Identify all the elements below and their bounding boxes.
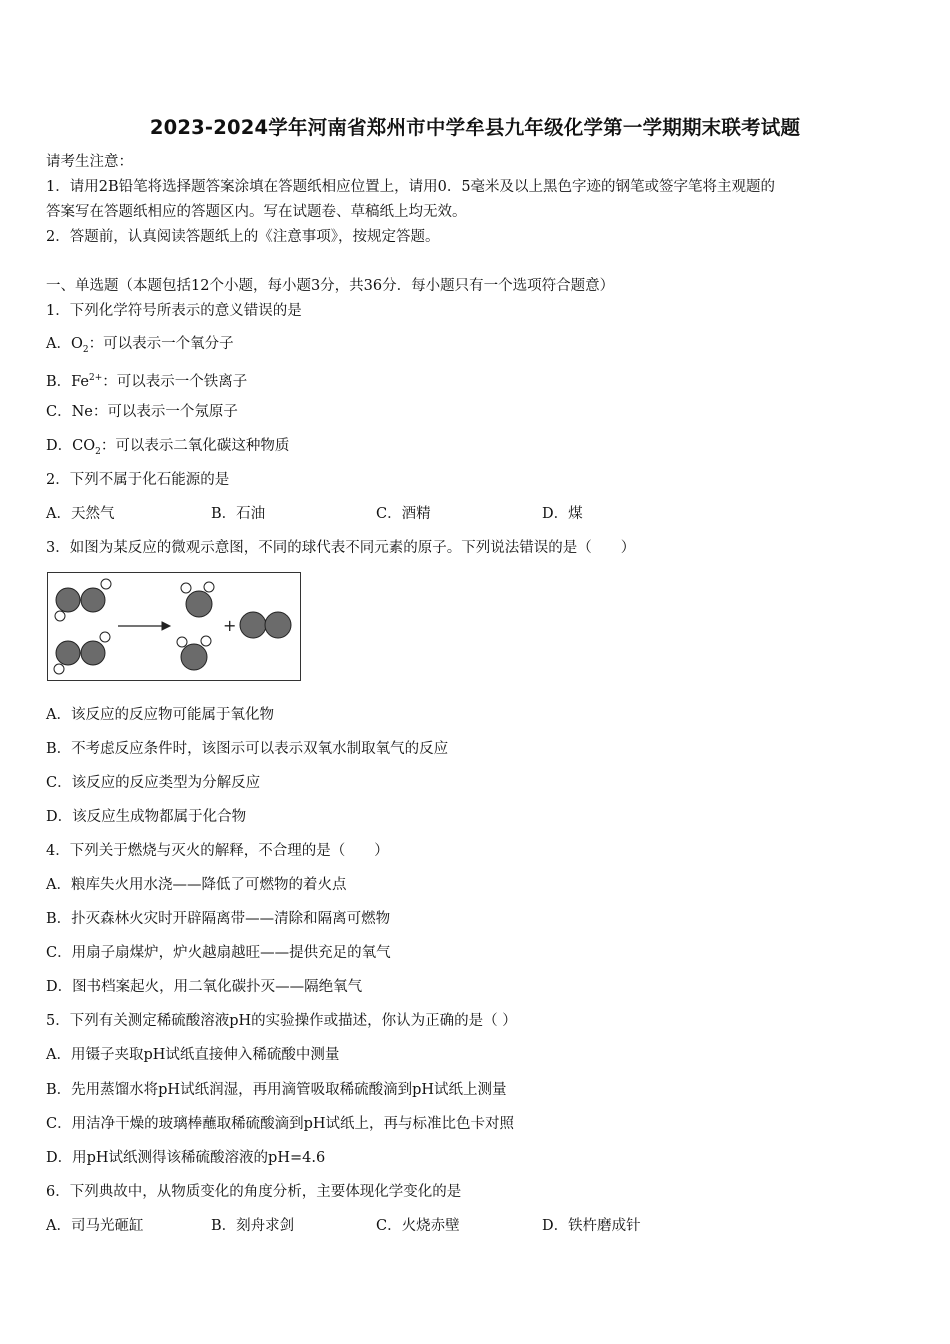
atom-small [101, 579, 111, 589]
question-4-stem: 4．下列关于燃烧与灭火的解释，不合理的是（ ） [46, 843, 389, 859]
reaction-diagram-svg [48, 573, 300, 680]
atom-small [55, 611, 65, 621]
question-3-option-b: B．不考虑反应条件时，该图示可以表示双氧水制取氧气的反应 [46, 741, 449, 757]
option-b-text: ：可以表示一个铁离子 [102, 373, 248, 390]
subscript: 2 [95, 446, 101, 457]
atom-large [56, 641, 80, 665]
atom-large [81, 588, 105, 612]
notice-item-1-line-1: 1．请用2B铅笔将选择题答案涂填在答题纸相应位置上，请用0．5毫米及以上黑色字迹的钢笔或签字笔将主观题的 [46, 179, 776, 195]
question-4-option-d: D．图书档案起火，用二氧化碳扑灭——隔绝氧气 [46, 979, 363, 995]
question-3-option-d: D．该反应生成物都属于化合物 [46, 809, 247, 825]
question-4-option-c: C．用扇子扇煤炉，炉火越扇越旺——提供充足的氧气 [46, 945, 391, 961]
question-6-option-c: C．火烧赤壁 [376, 1218, 460, 1234]
reaction-arrow-head [162, 622, 170, 630]
atom-small [100, 632, 110, 642]
question-5-stem: 5．下列有关测定稀硫酸溶液pH的实验操作或描述，你认为正确的是（ ） [46, 1013, 517, 1029]
atom-small [54, 664, 64, 674]
question-6-stem: 6．下列典故中，从物质变化的角度分析，主要体现化学变化的是 [46, 1184, 462, 1200]
question-1-option-c: C．Ne：可以表示一个氖原子 [46, 404, 238, 420]
question-3-option-c: C．该反应的反应类型为分解反应 [46, 775, 261, 791]
option-b-prefix: B．Fe [46, 373, 90, 390]
question-6-option-b: B．刻舟求剑 [211, 1218, 295, 1234]
question-2-stem: 2．下列不属于化石能源的是 [46, 472, 230, 488]
option-d-text: ：可以表示二氧化碳这种物质 [100, 438, 290, 454]
subscript: 2 [82, 344, 89, 355]
question-5-option-a: A．用镊子夹取pH试纸直接伸入稀硫酸中测量 [46, 1047, 340, 1063]
question-6-option-d: D．铁杵磨成针 [542, 1218, 641, 1234]
atom-large [240, 612, 266, 638]
atom-large [181, 644, 207, 670]
question-1-stem: 1．下列化学符号所表示的意义错误的是 [46, 303, 302, 319]
notice-item-2: 2．答题前，认真阅读答题纸上的《注意事项》，按规定答题。 [46, 229, 440, 245]
question-2-options [46, 504, 906, 524]
question-4-option-b: B．扑灭森林火灾时开辟隔离带——清除和隔离可燃物 [46, 911, 391, 927]
question-1-option-a [46, 334, 234, 360]
question-5-option-c: C．用洁净干燥的玻璃棒蘸取稀硫酸滴到pH试纸上，再与标准比色卡对照 [46, 1116, 515, 1132]
atom-small [204, 582, 214, 592]
option-a-prefix: A．O [46, 336, 83, 352]
atom-large [265, 612, 291, 638]
superscript: 2+ [89, 373, 103, 383]
question-2-option-b: B．石油 [211, 506, 266, 522]
atom-large [56, 588, 80, 612]
notice-heading: 请考生注意： [46, 154, 133, 170]
atom-small [201, 636, 211, 646]
question-6-option-a: A．司马光砸缸 [46, 1218, 144, 1234]
option-d-prefix: D．CO [46, 438, 96, 454]
question-5-option-b: B．先用蒸馏水将pH试纸润湿，再用滴管吸取稀硫酸滴到pH试纸上测量 [46, 1082, 507, 1098]
question-2-option-a: A．天然气 [46, 506, 115, 522]
page-title: 2023-2024学年河南省郑州市中学牟县九年级化学第一学期期末联考试题 [149, 116, 801, 139]
question-1-option-b [46, 368, 247, 392]
reaction-diagram [47, 572, 301, 681]
question-4-option-a: A．粮库失火用水浇——降低了可燃物的着火点 [46, 877, 347, 893]
atom-small [181, 583, 191, 593]
question-3-option-a: A．该反应的反应物可能属于氧化物 [46, 707, 274, 723]
section-heading: 一、单选题（本题包括12个小题，每小题3分，共36分．每小题只有一个选项符合题意） [46, 278, 615, 294]
question-3-stem: 3．如图为某反应的微观示意图，不同的球代表不同元素的原子。下列说法错误的是（ ） [46, 540, 636, 556]
question-6-options [46, 1216, 906, 1236]
question-2-option-c: C．酒精 [376, 506, 431, 522]
atom-small [177, 637, 187, 647]
question-2-option-d: D．煤 [542, 506, 583, 522]
option-a-text: ：可以表示一个氧分子 [88, 336, 234, 352]
plus-sign: + [223, 616, 237, 635]
question-1-option-d [46, 436, 289, 462]
notice-item-1-line-2: 答案写在答题纸相应的答题区内。写在试题卷、草稿纸上均无效。 [46, 204, 467, 220]
atom-large [186, 591, 212, 617]
atom-large [81, 641, 105, 665]
question-5-option-d: D．用pH试纸测得该稀硫酸溶液的pH=4.6 [46, 1150, 326, 1166]
